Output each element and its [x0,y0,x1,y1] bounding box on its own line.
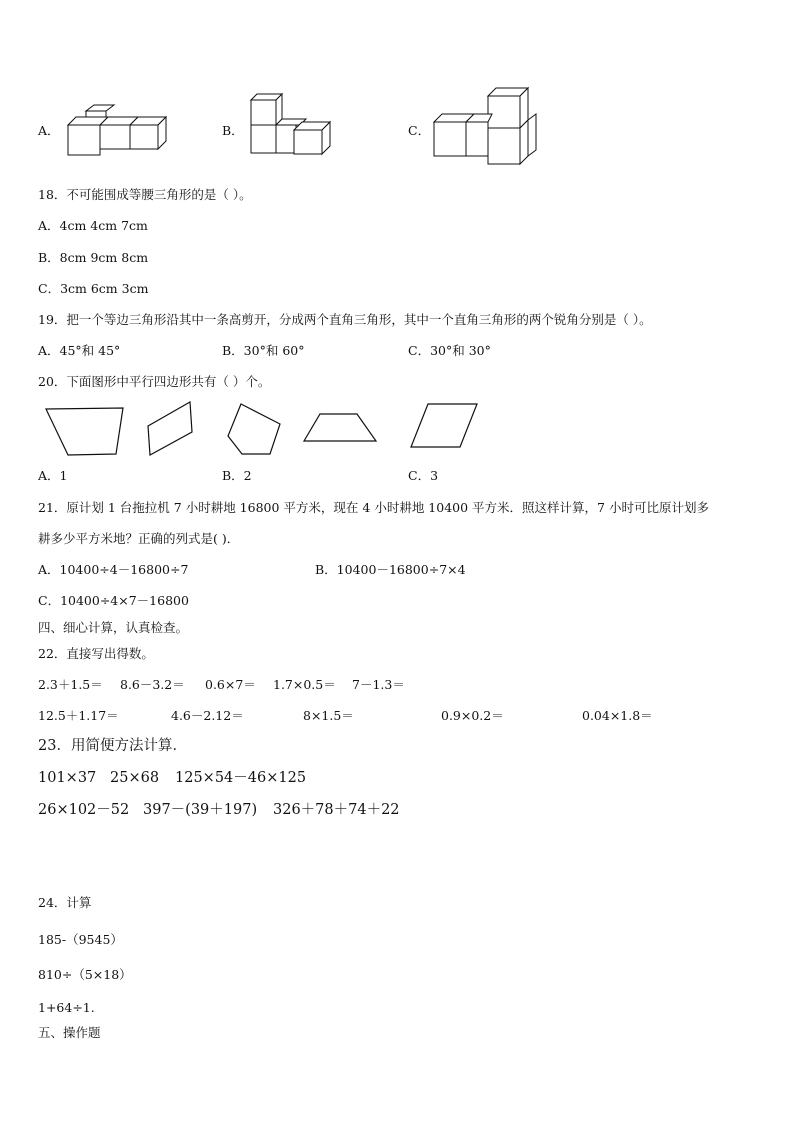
q22-row2-item: 0.9×0.2＝ [441,708,504,723]
section-4-heading: 四、细心计算，认真检查。 [38,620,189,635]
q24-line: 810÷（5×18） [38,967,132,982]
q22-row1-item: 0.6×7＝ [205,677,256,692]
q22-row2-item: 0.04×1.8＝ [582,708,653,723]
q20-option-a: A．1 [38,468,68,483]
q21-option-a: A．10400÷4－16800÷7 [38,562,189,577]
q17-option-a-label: A． [38,123,60,138]
q23-row2-item: 26×102－52 [38,802,130,818]
q23-row2-item: 397－(39＋197) [143,802,258,818]
q22-row1-item: 8.6－3.2＝ [120,677,185,692]
q22-row2-item: 8×1.5＝ [303,708,354,723]
section-5-heading: 五、操作题 [38,1025,101,1040]
q19-option-a: A．45°和 45° [38,343,121,358]
q24-line: 185-（9545） [38,932,123,947]
q21-stem-line1: 21．原计划 1 台拖拉机 7 小时耕地 16800 平方米，现在 4 小时耕地 10400 平方米．照这样计算，7 小时可比原计划多 [38,500,709,515]
q22-row1-item: 7－1.3＝ [352,677,405,692]
q18-option-b: B．8cm 9cm 8cm [38,250,149,265]
q22-row2-item: 12.5＋1.17＝ [38,708,119,723]
q21-stem-line2: 耕多少平方米地？正确的列式是( )． [38,531,240,546]
q18-option-a: A．4cm 4cm 7cm [38,218,148,233]
q19-option-c: C．30°和 30° [408,343,491,358]
q17-option-b-label: B． [222,123,244,138]
q20-shape-trapezoid-irregular [46,408,123,455]
q18-stem: 18．不可能围成等腰三角形的是（ ）。 [38,187,252,202]
q21-option-c: C．10400÷4×7－16800 [38,593,189,608]
q21-option-b: B．10400－16800÷7×4 [315,562,466,577]
q22-row2-item: 4.6－2.12＝ [171,708,244,723]
q24-stem: 24．计算 [38,895,92,910]
q23-row1-item: 101×37 [38,770,97,786]
q23-stem: 23．用简便方法计算． [38,738,187,754]
q22-stem: 22．直接写出得数。 [38,646,154,661]
q20-option-c: C．3 [408,468,439,483]
q20-shapes [0,0,794,470]
q22-row1-item: 1.7×0.5＝ [273,677,336,692]
q22-row1-item: 2.3＋1.5＝ [38,677,103,692]
q20-shape-parallelogram [411,404,477,447]
q20-shape-parallelogram-tall [148,402,192,455]
q20-shape-trapezoid [304,414,376,441]
q17-option-c-label: C． [408,123,431,138]
q19-option-b: B．30°和 60° [222,343,305,358]
q20-stem: 20．下面图形中平行四边形共有（ ）个。 [38,374,271,389]
q23-row1-item: 25×68 [110,770,160,786]
q23-row2-item: 326＋78＋74＋22 [273,802,400,818]
q20-shape-pentagon [228,404,280,454]
q24-line: 1+64÷1. [38,1000,95,1015]
q23-row1-item: 125×54－46×125 [175,770,307,786]
q18-option-c: C．3cm 6cm 3cm [38,281,149,296]
q20-option-b: B．2 [222,468,252,483]
q19-stem: 19．把一个等边三角形沿其中一条高剪开，分成两个直角三角形，其中一个直角三角形的两个锐角分别是（ ）。 [38,312,652,327]
